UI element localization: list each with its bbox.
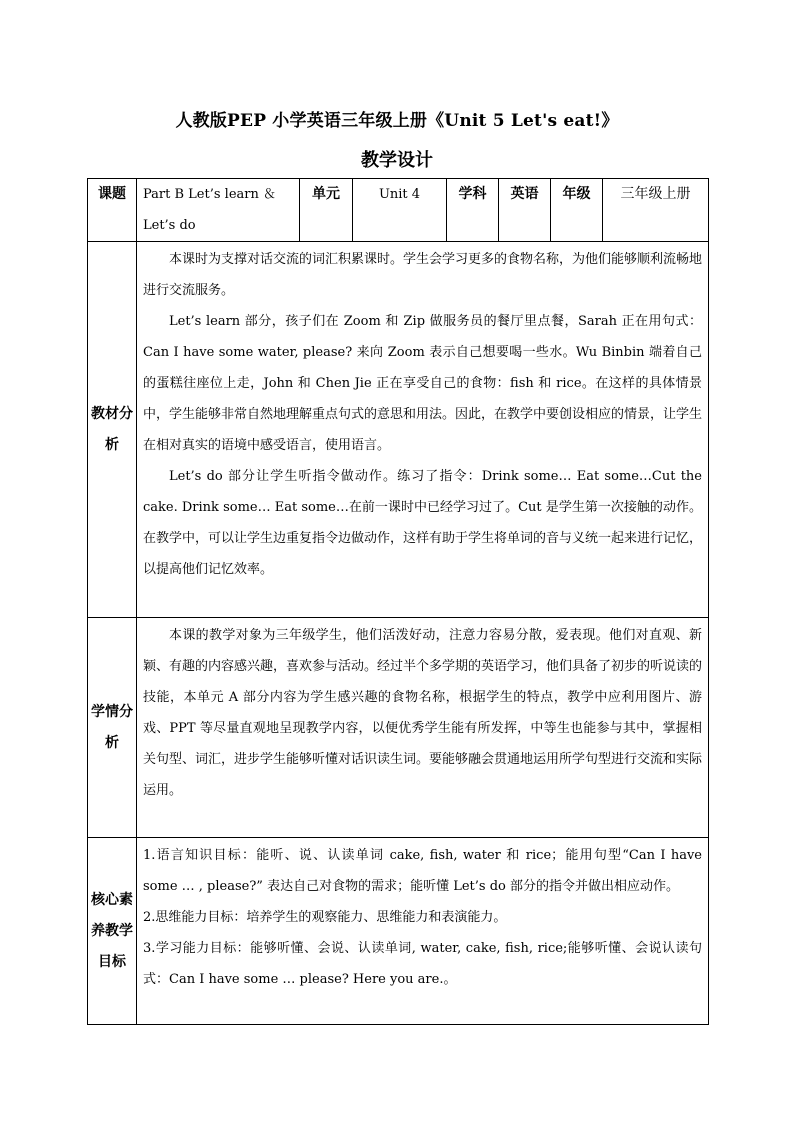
goals-content xyxy=(137,838,709,1025)
topic-label: 课题 xyxy=(88,179,137,242)
lesson-plan-table xyxy=(87,178,709,1025)
goal-item: 3.学习能力目标：能够听懂、会说、认读单词, water, cake, fish, rice;能够听懂、会说认读句式：Can I have some … please? Here you are.。 xyxy=(143,941,702,987)
students-content xyxy=(137,618,709,838)
material-content xyxy=(137,242,709,618)
goals-label: 核心素养教学目标 xyxy=(88,838,137,1025)
unit-value: Unit 4 xyxy=(353,179,447,242)
goal-item: 1.语言知识目标：能听、说、认读单词 cake, fish, water 和 rice；能用句型“Can I have some … , please?” 表达自己对食物的需求；能听懂 Let’s do 部分的指令并做出相应动作。 xyxy=(143,848,702,894)
material-label: 教材分析 xyxy=(88,242,137,618)
subject-label: 学科 xyxy=(447,179,499,242)
material-paragraph: 本课时为支撑对话交流的词汇积累课时。学生会学习更多的食物名称，为他们能够顺利流畅地进行交流服务。 xyxy=(143,252,703,298)
goals-row xyxy=(88,838,709,1025)
grade-label: 年级 xyxy=(551,179,603,242)
students-paragraph: 本课的教学对象为三年级学生，他们活泼好动，注意力容易分散，爱表现。他们对直观、新颖、有趣的内容感兴趣，喜欢参与活动。经过半个多学期的英语学习，他们具备了初步的听说读的技能，本单元 A 部分内容为学生感兴趣的食物名称，根据学生的特点，教学中应利用图片、游戏、PPT 等尽量直观地呈现教学内容，以便优秀学生能有所发挥，中等生也能参与其中，掌握相关句型、词汇，进步学生能够听懂对话识读生词。要能够融会贯通地运用所学句型进行交流和实际运用。 xyxy=(143,628,703,798)
document-subtitle: 教学设计 xyxy=(361,150,433,171)
students-row xyxy=(88,618,709,838)
material-paragraph: Let’s learn 部分，孩子们在 Zoom 和 Zip 做服务员的餐厅里点餐，Sarah 正在用句式：Can I have some water, please? 来向 Zoom 表示自己想要喝一些水。Wu Binbin 端着自己的蛋糕往座位上走，John 和 Chen Jie 正在享受自己的食物：fish 和 rice。在这样的具体情景中，学生能够非常自然地理解重点句式的意思和用法。因此，在教学中要创设相应的情景，让学生在相对真实的语境中感受语言，使用语言。 xyxy=(143,314,703,453)
document-title: 人教版PEP 小学英语三年级上册《Unit 5 Let's eat!》 xyxy=(175,111,619,131)
subject-value: 英语 xyxy=(499,179,551,242)
material-row xyxy=(88,242,709,618)
material-paragraph: Let’s do 部分让学生听指令做动作。练习了指令：Drink some… Eat some…Cut the cake. Drink some… Eat some…在前一课时中已经学习过了。Cut 是学生第一次接触的动作。在教学中，可以让学生边重复指令边做动作，这样有助于学生将单词的音与义统一起来进行记忆，以提高他们记忆效率。 xyxy=(143,469,703,577)
grade-value: 三年级上册 xyxy=(603,179,709,242)
header-row xyxy=(88,179,709,242)
topic-value: Part B Let’s learn ＆ Let’s do xyxy=(137,179,300,242)
goal-item: 2.思维能力目标：培养学生的观察能力、思维能力和表演能力。 xyxy=(143,910,507,925)
students-label: 学情分析 xyxy=(88,618,137,838)
unit-label: 单元 xyxy=(300,179,353,242)
